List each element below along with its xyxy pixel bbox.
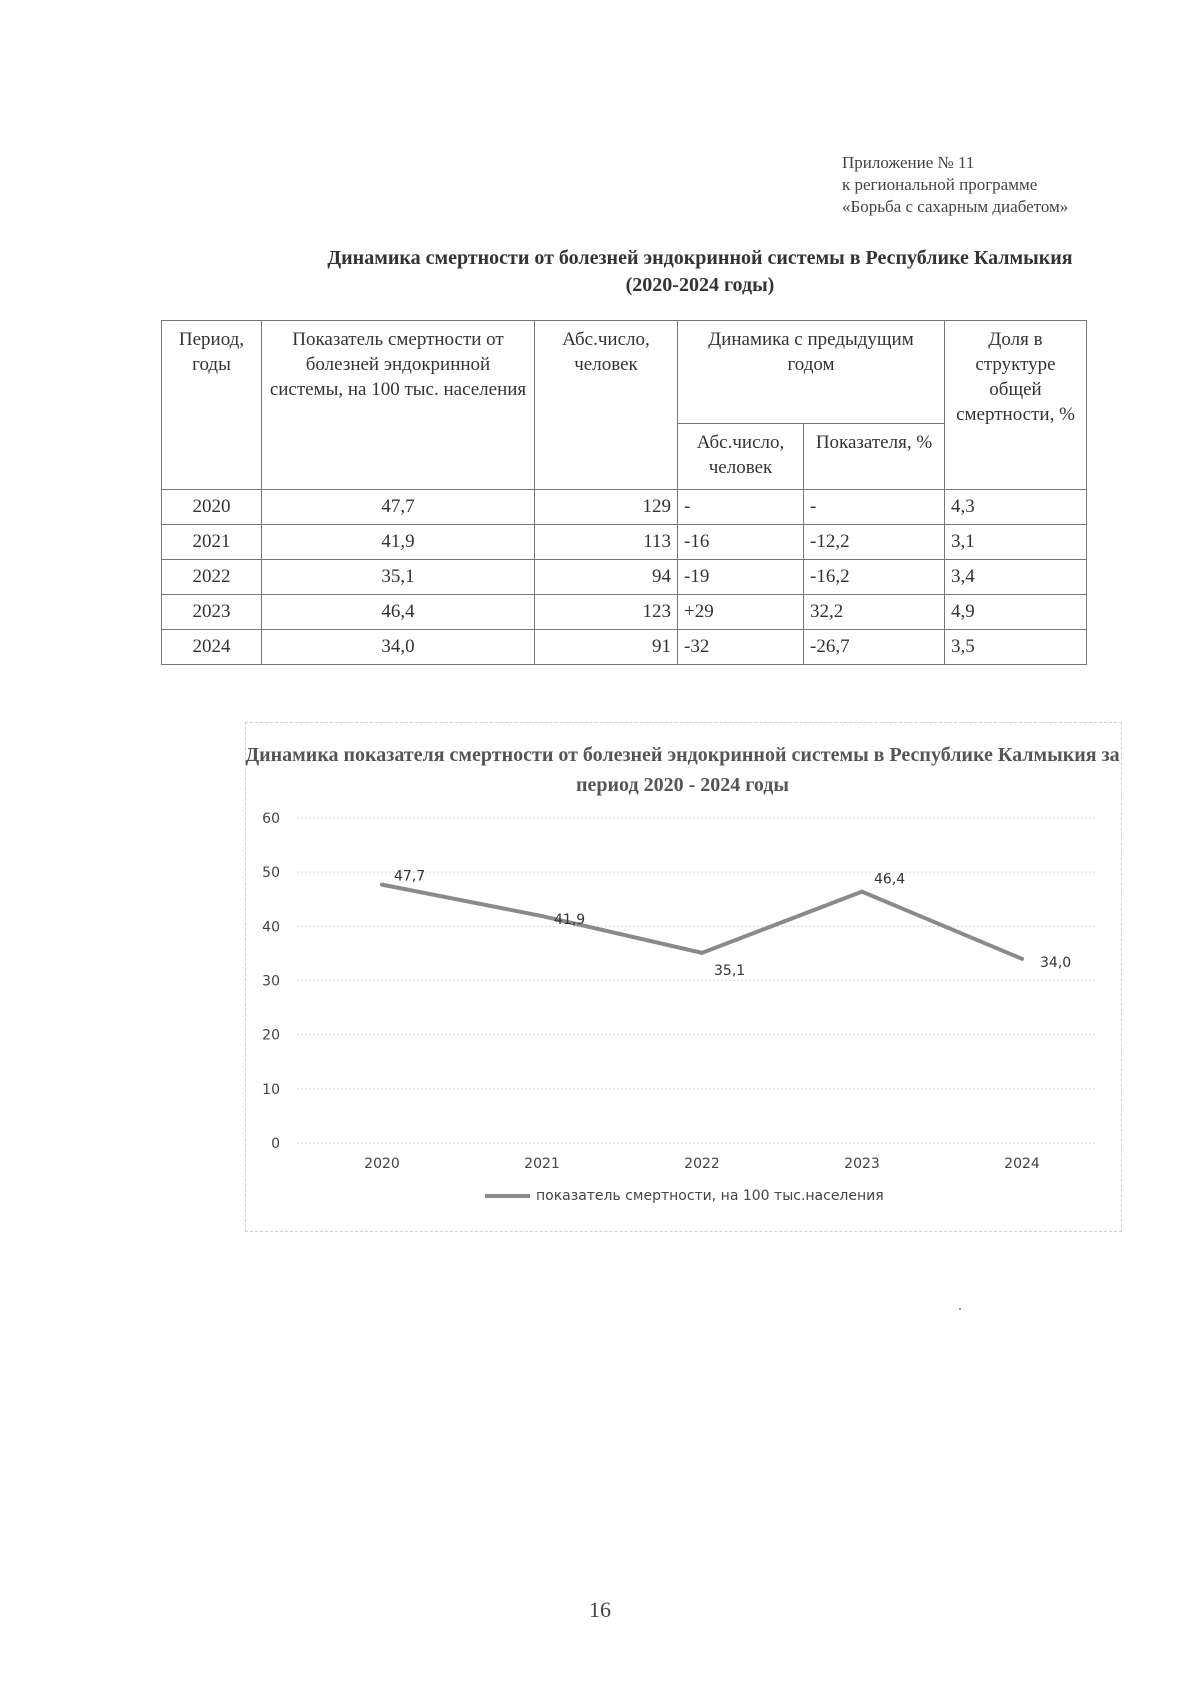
cell-abs: 94 <box>535 560 678 595</box>
series-line <box>382 885 1022 959</box>
data-label: 35,1 <box>714 962 746 979</box>
cell-rate: 46,4 <box>262 595 535 630</box>
y-tick-label: 20 <box>262 1027 280 1044</box>
x-tick-label: 2020 <box>364 1156 400 1172</box>
cell-rate: 47,7 <box>262 490 535 525</box>
data-label: 34,0 <box>1040 954 1072 971</box>
cell-share: 3,5 <box>945 630 1087 665</box>
header-rate: Показатель смертности от болезней эндокринной системы, на 100 тыс. населения <box>262 321 535 490</box>
cell-dyn-abs: -16 <box>678 525 804 560</box>
y-tick-label: 10 <box>262 1081 280 1098</box>
data-point <box>860 890 864 894</box>
cell-year: 2024 <box>162 630 262 665</box>
data-point <box>700 951 704 955</box>
cell-share: 4,3 <box>945 490 1087 525</box>
cell-year: 2021 <box>162 525 262 560</box>
cell-year: 2022 <box>162 560 262 595</box>
appendix-line-1: Приложение № 11 <box>842 153 975 172</box>
header-share: Доля в структуре общей смертности, % <box>945 321 1087 490</box>
data-label: 46,4 <box>874 871 906 888</box>
data-point <box>540 914 544 918</box>
header-dyn-abs: Абс.число, человек <box>678 424 804 490</box>
data-label: 47,7 <box>394 868 426 885</box>
y-tick-label: 50 <box>262 865 280 882</box>
document-title-line-2: (2020-2024 годы) <box>625 274 775 296</box>
x-tick-label: 2024 <box>1004 1156 1040 1172</box>
scan-speck <box>959 1308 961 1310</box>
cell-abs: 113 <box>535 525 678 560</box>
header-period: Период, годы <box>162 321 262 490</box>
cell-dyn-abs: -19 <box>678 560 804 595</box>
chart-title: Динамика показателя смертности от болезней эндокринной системы в Республике Калмыкия за период 2020 - 2024 годы <box>245 744 1120 796</box>
appendix-line-2: к региональной программе <box>842 175 1038 194</box>
cell-share: 3,4 <box>945 560 1087 595</box>
x-tick-label: 2022 <box>684 1156 720 1172</box>
x-tick-label: 2021 <box>524 1156 560 1172</box>
cell-rate: 41,9 <box>262 525 535 560</box>
cell-dyn-abs: - <box>678 490 804 525</box>
cell-rate: 35,1 <box>262 560 535 595</box>
header-dyn-rate: Показателя, % <box>804 424 945 490</box>
cell-share: 4,9 <box>945 595 1087 630</box>
cell-abs: 129 <box>535 490 678 525</box>
data-label: 41,9 <box>554 912 586 929</box>
header-dynamics: Динамика с предыдущим годом <box>678 321 945 424</box>
cell-dyn-rate: -26,7 <box>804 630 945 665</box>
cell-abs: 91 <box>535 630 678 665</box>
page-number: 16 <box>589 1597 611 1622</box>
appendix-line-3: «Борьба с сахарным диабетом» <box>842 197 1069 216</box>
cell-dyn-rate: -16,2 <box>804 560 945 595</box>
cell-dyn-abs: -32 <box>678 630 804 665</box>
cell-dyn-rate: -12,2 <box>804 525 945 560</box>
y-tick-label: 0 <box>271 1136 280 1152</box>
cell-dyn-rate: 32,2 <box>804 595 945 630</box>
cell-year: 2023 <box>162 595 262 630</box>
cell-share: 3,1 <box>945 525 1087 560</box>
data-point <box>1020 957 1024 961</box>
data-point <box>380 883 384 887</box>
cell-year: 2020 <box>162 490 262 525</box>
legend-line-swatch <box>485 1194 530 1198</box>
cell-dyn-abs: +29 <box>678 595 804 630</box>
document-title-line-1: Динамика смертности от болезней эндокринной системы в Республике Калмыкия <box>327 247 1073 269</box>
legend-label: показатель смертности, на 100 тыс.населения <box>536 1188 884 1204</box>
x-tick-label: 2023 <box>844 1156 880 1172</box>
cell-rate: 34,0 <box>262 630 535 665</box>
cell-abs: 123 <box>535 595 678 630</box>
y-tick-label: 60 <box>262 811 280 827</box>
header-abs: Абс.число, человек <box>535 321 678 490</box>
y-tick-label: 30 <box>262 973 280 990</box>
chart-legend <box>485 1188 884 1204</box>
cell-dyn-rate: - <box>804 490 945 525</box>
y-tick-label: 40 <box>262 919 280 936</box>
